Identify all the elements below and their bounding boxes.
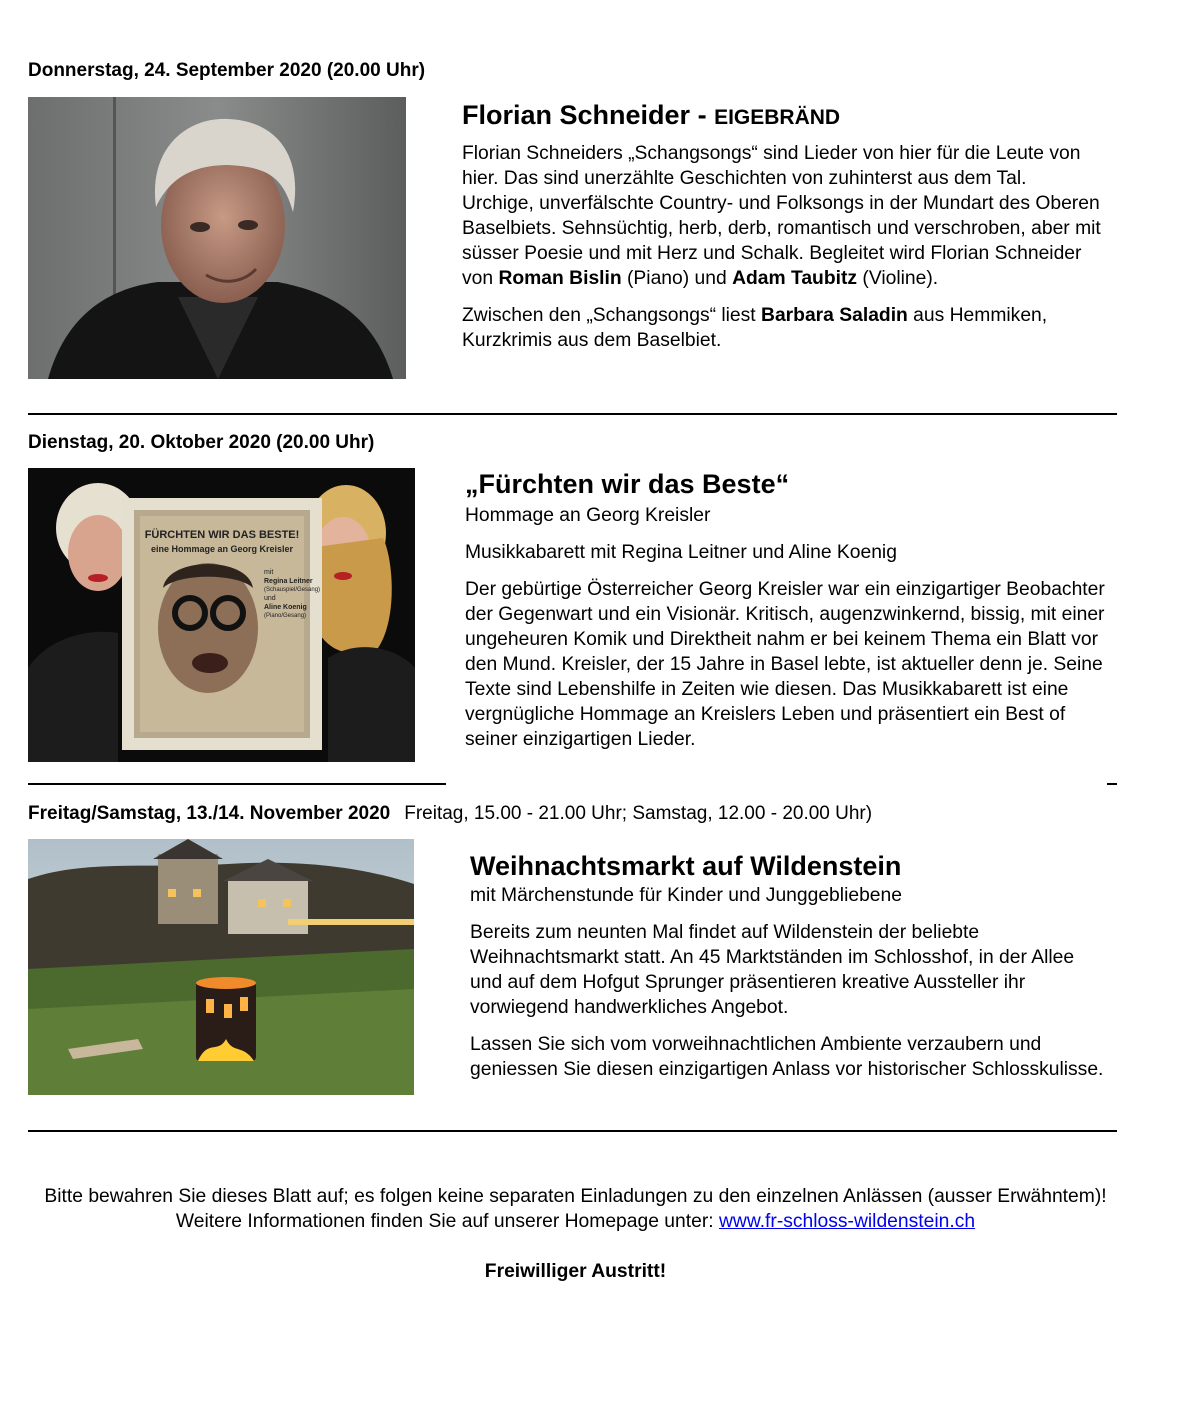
photo-florian-schneider <box>28 97 406 379</box>
event-date: Freitag/Samstag, 13./14. November 2020 Freitag, 15.00 - 21.00 Uhr; Samstag, 12.00 - 20.00 Uhr) <box>28 803 873 824</box>
event-subtitle: Musikkabarett mit Regina Leitner und Aline Koenig <box>465 542 897 563</box>
event-description: Lassen Sie sich vom vorweihnachtlichen Ambiente verzaubern und geniessen Sie diesen einzigartigen Anlass vor historischer Schlosskulisse. <box>470 1034 1104 1080</box>
poster-title: FÜRCHTEN WIR DAS BESTE! <box>144 529 300 541</box>
event-subtitle: mit Märchenstunde für Kinder und Junggebliebene <box>470 885 902 906</box>
footer-closing: Freiwilliger Austritt! <box>484 1261 667 1282</box>
footer-info: Weitere Informationen finden Sie auf unserer Homepage unter: www.fr-schloss-wildenstein.ch <box>175 1211 976 1232</box>
divider <box>28 1130 1117 1132</box>
poster-text: und <box>264 595 276 602</box>
poster-text: (Piano/Gesang) <box>264 613 307 619</box>
event-subtitle: Hommage an Georg Kreisler <box>465 505 711 526</box>
divider <box>28 413 1117 415</box>
poster-text: Regina Leitner <box>264 578 313 585</box>
photo-kreisler-poster <box>28 468 415 762</box>
event-description: Florian Schneiders „Schangsongs“ sind Lieder von hier für die Leute von hier. Das sind unerzählte Geschichten von zuhinterst aus dem Tal. Urchige, unverfälschte Country- und Folksongs in der Mundart des Oberen Baselbiets. Sehnsüchtig, herb, derb, romantisch und verschroben, aber mit süsser Poesie und mit Herz und Schalk. Begleitet wird Florian Schneider von Roman Bislin (Piano) und Adam Taubitz (Violine). <box>462 143 1101 289</box>
footer <box>28 1184 1123 1284</box>
event-3-content <box>470 849 1110 1094</box>
divider <box>1107 783 1117 785</box>
poster-subtitle: eine Hommage an Georg Kreisler <box>150 544 294 554</box>
event-2-content <box>465 467 1105 764</box>
poster-text: (Schauspiel/Gesang) <box>264 587 321 593</box>
homepage-link[interactable]: www.fr-schloss-wildenstein.ch <box>718 1211 976 1232</box>
event-description: Bereits zum neunten Mal findet auf Wildenstein der beliebte Weihnachtsmarkt statt. An 45 Marktständen im Schlosshof, in der Allee und auf dem Hofgut Sprunger präsentieren kreative Aussteller ihr vorwiegend handwerkliches Angebot. <box>470 922 1075 1018</box>
event-description: Der gebürtige Österreicher Georg Kreisler war ein einzigartiger Beobachter der Gegenwart und ein Visionär. Kritisch, augenzwinkernd, bissig, mit einer ungeheuren Komik und Direktheit nahm er bei keinem Thema ein Blatt vor den Mund. Kreisler, der 15 Jahre in Basel lebte, ist aktueller denn je. Seine Texte sind Lebenshilfe in Zeiten wie diesen. Das Musikkabarett ist eine vergnügliche Hommage an Kreislers Leben und präsentiert ein Best of seiner einzigartigen Lieder. <box>465 579 1105 750</box>
event-1-content <box>462 98 1102 365</box>
divider <box>28 783 446 785</box>
event-description: Zwischen den „Schangsongs“ liest Barbara Saladin aus Hemmiken, Kurzkrimis aus dem Baselbiet. <box>462 305 1048 351</box>
footer-note: Bitte bewahren Sie dieses Blatt auf; es folgen keine separaten Einladungen zu den einzelnen Anlässen (ausser Erwähntem)! <box>44 1186 1107 1207</box>
event-title: „Fürchten wir das Beste“ <box>465 469 790 499</box>
event-date: Dienstag, 20. Oktober 2020 (20.00 Uhr) <box>28 432 375 453</box>
photo-weihnachtsmarkt <box>28 839 414 1095</box>
poster-text: mit <box>264 569 274 576</box>
event-title: Florian Schneider - EIGEBRÄND <box>462 100 841 130</box>
poster-text: Aline Koenig <box>264 604 307 611</box>
event-date: Donnerstag, 24. September 2020 (20.00 Uhr) <box>28 60 426 81</box>
event-title: Weihnachtsmarkt auf Wildenstein <box>470 851 902 881</box>
